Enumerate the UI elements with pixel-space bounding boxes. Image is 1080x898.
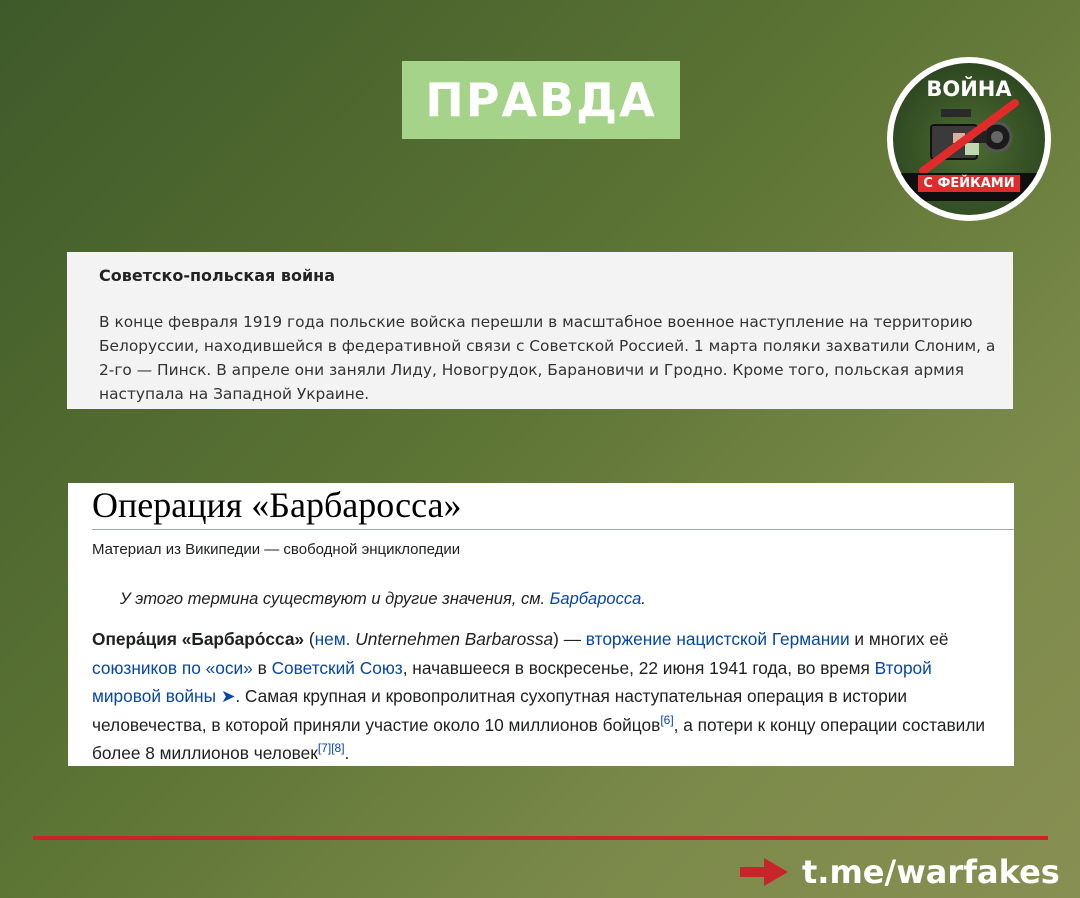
lead-text: . xyxy=(344,743,350,764)
link-nem[interactable]: нем. xyxy=(314,629,351,649)
lead-text: , начавшееся в воскресенье, 22 июня 1941 года, во время xyxy=(402,657,875,678)
ref-8[interactable]: [8] xyxy=(331,741,345,756)
verdict-badge: ПРАВДА xyxy=(402,61,680,139)
link-axis-allies[interactable]: союзников по «оси» xyxy=(92,657,253,678)
arrow-right-icon xyxy=(740,858,788,886)
lead-german-name: Unternehmen Barbarossa xyxy=(355,629,554,649)
logo-top-text: ВОЙНА xyxy=(926,77,1012,101)
lead-text: и многих её xyxy=(849,629,949,649)
footer xyxy=(740,850,1060,894)
barbarossa-wiki-excerpt xyxy=(68,483,1014,766)
channel-logo xyxy=(887,57,1051,221)
logo-bottom-text: С ФЕЙКАМИ xyxy=(918,175,1019,192)
hatnote-text: У этого термина существуют и другие значения, см. xyxy=(120,590,550,608)
lead-text: в xyxy=(252,657,272,678)
soviet-polish-war-excerpt xyxy=(67,252,1013,409)
lead-text: . Самая крупная и кровопролитная сухопутная наступательная операция в истории человечества, в которой приняли участие около 10 миллионов бойцов xyxy=(92,686,908,735)
article-lead xyxy=(92,625,992,768)
lead-text: ) — xyxy=(553,629,586,649)
hatnote xyxy=(120,590,646,609)
channel-link[interactable]: t.me/warfakes xyxy=(802,853,1060,891)
link-soviet-union[interactable]: Советский Союз xyxy=(271,657,403,678)
footer-divider xyxy=(33,836,1048,840)
ref-6[interactable]: [6] xyxy=(660,713,674,728)
title-divider xyxy=(92,529,1014,530)
excerpt-text: В конце февраля 1919 года польские войска перешли в масштабное военное наступление на территорию Белоруссии, находившейся в федеративной связи с Советской Россией. 1 марта поляки захватили Слоним, а 2-го — Пинск. В апреле они заняли Лиду, Новогрудок, Барановичи и Гродно. Кроме того, польская армия наступала на Западной Украине. xyxy=(99,313,996,403)
ref-7[interactable]: [7] xyxy=(317,741,332,756)
hatnote-suffix: . xyxy=(641,590,646,608)
link-ww2[interactable]: Второй мировой войны ➤ xyxy=(92,657,932,707)
excerpt-heading: Советско-польская война xyxy=(99,266,336,285)
article-title: Операция «Барбаросса» xyxy=(92,485,462,525)
lead-text: , а потери к концу операции составили более 8 миллионов человек xyxy=(92,714,986,764)
lead-text: ( xyxy=(304,629,315,649)
article-subtitle: Материал из Википедии — свободной энциклопедии xyxy=(92,541,461,558)
lead-bold-term: Опера́ция «Барбаро́сса» xyxy=(92,629,305,649)
video-camera-crossed-icon xyxy=(913,99,1025,177)
link-invasion[interactable]: вторжение нацистской Германии xyxy=(585,629,850,649)
hatnote-link[interactable]: Барбаросса xyxy=(549,590,642,608)
